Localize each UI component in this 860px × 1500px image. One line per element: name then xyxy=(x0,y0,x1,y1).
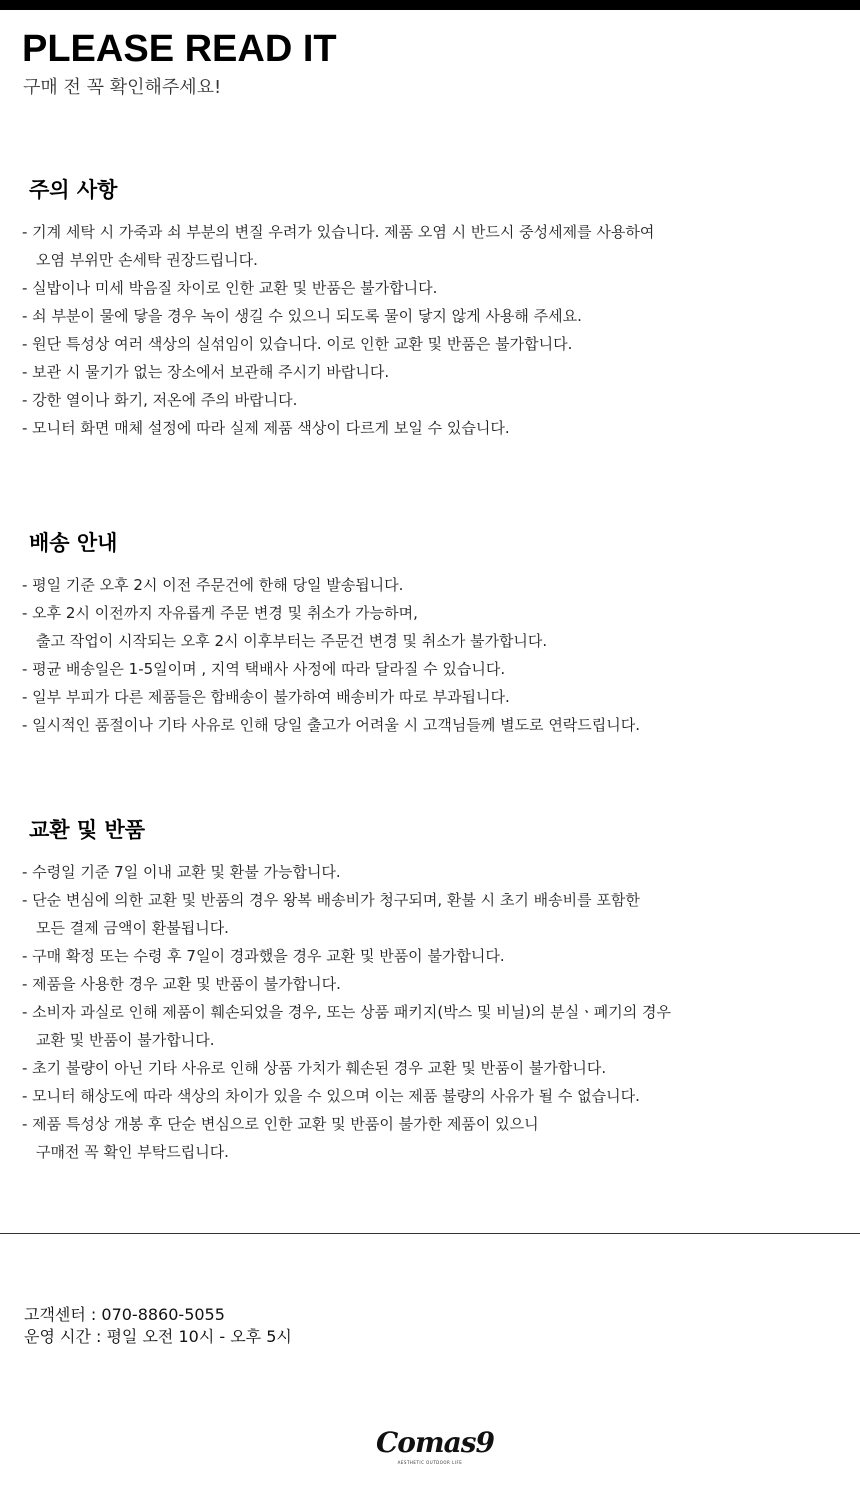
notice-item xyxy=(22,358,842,386)
notice-item xyxy=(22,1110,842,1166)
notice-item xyxy=(22,886,842,942)
notice-item xyxy=(22,858,842,886)
notice-item-text: - 일시적인 품절이나 기타 사유로 인해 당일 출고가 어려울 시 고객님들께 별도로 연락드립니다. xyxy=(22,716,641,734)
notice-item-text: - 수령일 기준 7일 이내 교환 및 환불 가능합니다. xyxy=(22,863,341,881)
contact-hours: 운영 시간 : 평일 오전 10시 - 오후 5시 xyxy=(24,1327,292,1346)
notice-item-text: - 모니터 해상도에 따라 색상의 차이가 있을 수 있으며 이는 제품 불량의 사유가 될 수 없습니다. xyxy=(22,1087,640,1105)
section-heading: 배송 안내 xyxy=(29,531,118,555)
notice-item xyxy=(22,218,842,274)
brand-logo xyxy=(376,1426,494,1468)
notice-item xyxy=(22,711,842,739)
notice-item-text: - 소비자 과실로 인해 제품이 훼손되었을 경우, 또는 상품 패키지(박스 및 비닐)의 분실ㆍ폐기의 경우 xyxy=(22,1003,671,1021)
notice-item xyxy=(22,274,842,302)
notice-item-continuation: 구매전 꼭 확인 부탁드립니다. xyxy=(36,1143,229,1161)
notice-item xyxy=(22,599,842,655)
top-bar xyxy=(0,0,860,10)
notice-item-text: - 기계 세탁 시 가죽과 쇠 부분의 변질 우려가 있습니다. 제품 오염 시 반드시 중성세제를 사용하여 xyxy=(22,223,655,241)
contact-info xyxy=(24,1304,292,1348)
notice-item-continuation: 오염 부위만 손세탁 권장드립니다. xyxy=(36,251,258,269)
notice-item-text: - 보관 시 물기가 없는 장소에서 보관해 주시기 바랍니다. xyxy=(22,363,390,381)
notice-item xyxy=(22,970,842,998)
divider xyxy=(0,1233,860,1234)
logo-tagline: AESTHETIC OUTDOOR LIFE xyxy=(397,1460,463,1465)
notice-item-text: - 실밥이나 미세 박음질 차이로 인한 교환 및 반품은 불가합니다. xyxy=(22,279,438,297)
notice-item-text: - 구매 확정 또는 수령 후 7일이 경과했을 경우 교환 및 반품이 불가합니다. xyxy=(22,947,505,965)
notice-list xyxy=(22,571,842,739)
notice-item-continuation: 교환 및 반품이 불가합니다. xyxy=(36,1031,215,1049)
notice-item-text: - 모니터 화면 매체 설정에 따라 실제 제품 색상이 다르게 보일 수 있습니다. xyxy=(22,419,510,437)
contact-phone: 고객센터 : 070-8860-5055 xyxy=(24,1305,225,1324)
notice-item-text: - 초기 불량이 아닌 기타 사유로 인해 상품 가치가 훼손된 경우 교환 및 반품이 불가합니다. xyxy=(22,1059,607,1077)
page-subtitle: 구매 전 꼭 확인해주세요! xyxy=(23,77,222,98)
notice-item xyxy=(22,683,842,711)
notice-item-text: - 오후 2시 이전까지 자유롭게 주문 변경 및 취소가 가능하며, xyxy=(22,604,418,622)
notice-list xyxy=(22,218,842,442)
notice-item-continuation: 출고 작업이 시작되는 오후 2시 이후부터는 주문건 변경 및 취소가 불가합니다. xyxy=(36,632,548,650)
notice-item xyxy=(22,330,842,358)
notice-item-text: - 일부 부피가 다른 제품들은 합배송이 불가하여 배송비가 따로 부과됩니다. xyxy=(22,688,510,706)
notice-item xyxy=(22,655,842,683)
notice-item xyxy=(22,998,842,1054)
notice-item-text: - 강한 열이나 화기, 저온에 주의 바랍니다. xyxy=(22,391,298,409)
notice-item xyxy=(22,414,842,442)
logo-wordmark: Comas9 xyxy=(376,1426,494,1459)
section-heading: 교환 및 반품 xyxy=(29,818,146,842)
notice-item xyxy=(22,302,842,330)
notice-item xyxy=(22,1082,842,1110)
notice-item xyxy=(22,571,842,599)
notice-list xyxy=(22,858,842,1166)
notice-item-text: - 원단 특성상 여러 색상의 실섞임이 있습니다. 이로 인한 교환 및 반품은 불가합니다. xyxy=(22,335,573,353)
notice-item-continuation: 모든 결제 금액이 환불됩니다. xyxy=(36,919,229,937)
notice-item-text: - 평균 배송일은 1-5일이며 , 지역 택배사 사정에 따라 달라질 수 있습니다. xyxy=(22,660,506,678)
notice-item xyxy=(22,1054,842,1082)
notice-item xyxy=(22,942,842,970)
notice-item-text: - 쇠 부분이 물에 닿을 경우 녹이 생길 수 있으니 되도록 물이 닿지 않게 사용해 주세요. xyxy=(22,307,582,325)
notice-item-text: - 평일 기준 오후 2시 이전 주문건에 한해 당일 발송됩니다. xyxy=(22,576,404,594)
section-heading: 주의 사항 xyxy=(29,178,118,202)
notice-item-text: - 단순 변심에 의한 교환 및 반품의 경우 왕복 배송비가 청구되며, 환불 시 초기 배송비를 포함한 xyxy=(22,891,640,909)
notice-item-text: - 제품 특성상 개봉 후 단순 변심으로 인한 교환 및 반품이 불가한 제품이 있으니 xyxy=(22,1115,539,1133)
notice-item-text: - 제품을 사용한 경우 교환 및 반품이 불가합니다. xyxy=(22,975,341,993)
page-title: PLEASE READ IT xyxy=(22,28,337,70)
notice-item xyxy=(22,386,842,414)
